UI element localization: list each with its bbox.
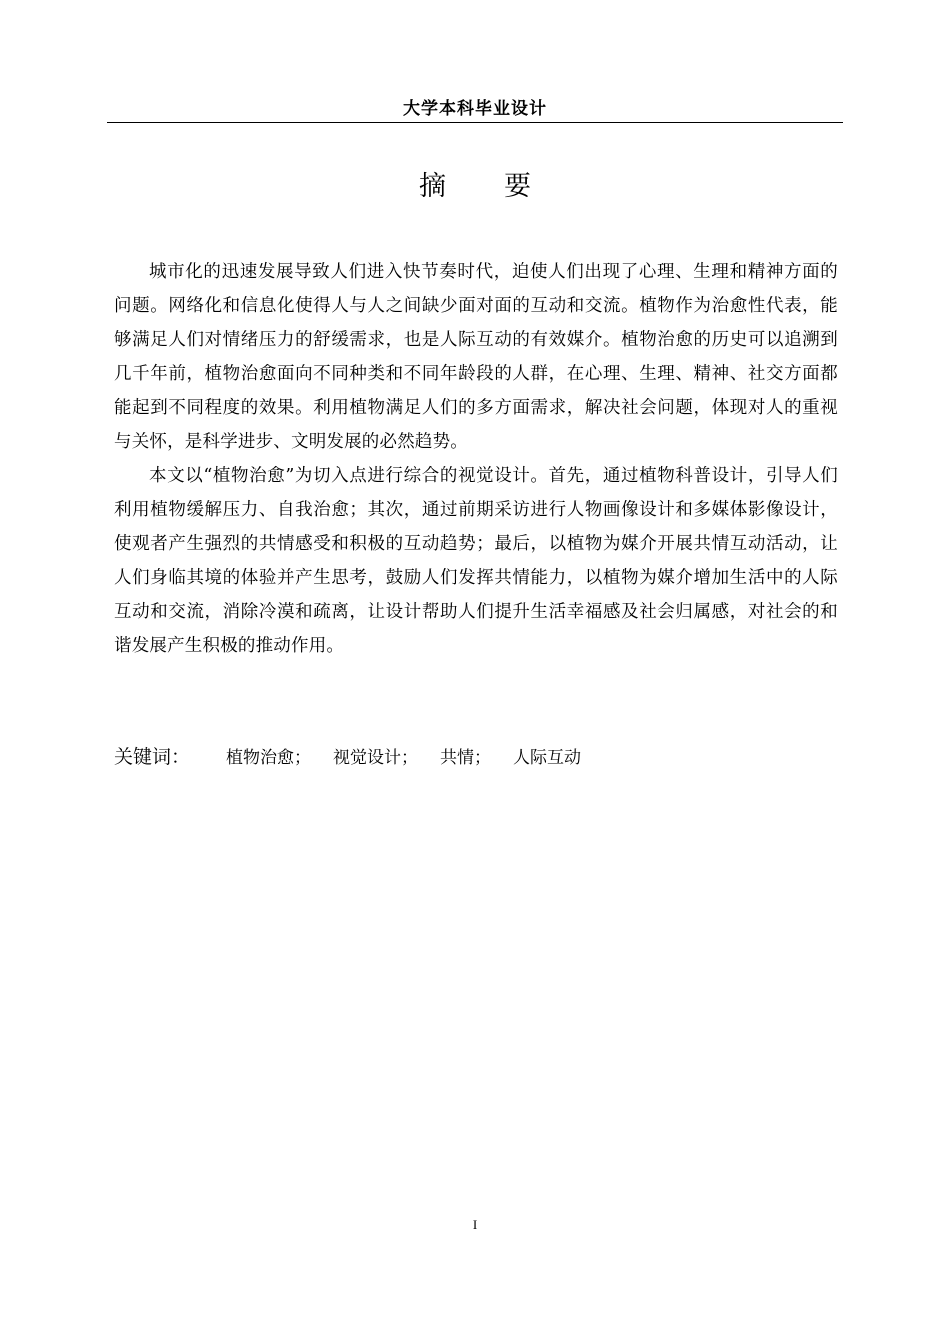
keyword-item: 植物治愈； [226,748,311,768]
abstract-title-char-1: 摘 [419,171,446,202]
page-number: I [472,1217,478,1232]
abstract-paragraph-1: 城市化的迅速发展导致人们进入快节奏时代，迫使人们出现了心理、生理和精神方面的问题。网络化和信息化使得人与人之间缺少面对面的互动和交流。植物作为治愈性代表，能够满足人们对情绪压力的舒缓需求，也是人际互动的有效媒介。植物治愈的历史可以追溯到几千年前，植物治愈面向不同种类和不同年龄段的人群，在心理、生理、精神、社交方面都能起到不同程度的效果。利用植物满足人们的多方面需求，解决社会问题，体现对人的重视与关怀，是科学进步、文明发展的必然趋势。 [114,262,838,452]
abstract-title [107,167,843,207]
keyword-item: 人际互动 [513,748,581,768]
keywords-label: 关键词： [114,746,191,768]
abstract-paragraph-2: 本文以“植物治愈”为切入点进行综合的视觉设计。首先，通过植物科普设计，引导人们利用植物缓解压力、自我治愈；其次，通过前期采访进行人物画像设计和多媒体影像设计，使观者产生强烈的共情感受和积极的互动趋势；最后，以植物为媒介开展共情互动活动，让人们身临其境的体验并产生思考，鼓励人们发挥共情能力，以植物为媒介增加生活中的人际互动和交流，消除冷漠和疏离，让设计帮助人们提升生活幸福感及社会归属感，对社会的和谐发展产生积极的推动作用。 [114,466,838,656]
keyword-item: 视觉设计； [333,748,418,768]
running-header: 大学本科毕业设计 [403,99,547,119]
abstract-title-char-2: 要 [504,171,531,202]
keywords-line [114,740,838,774]
abstract-body [114,255,838,663]
header-divider [107,122,843,123]
keyword-item: 共情； [440,748,491,768]
